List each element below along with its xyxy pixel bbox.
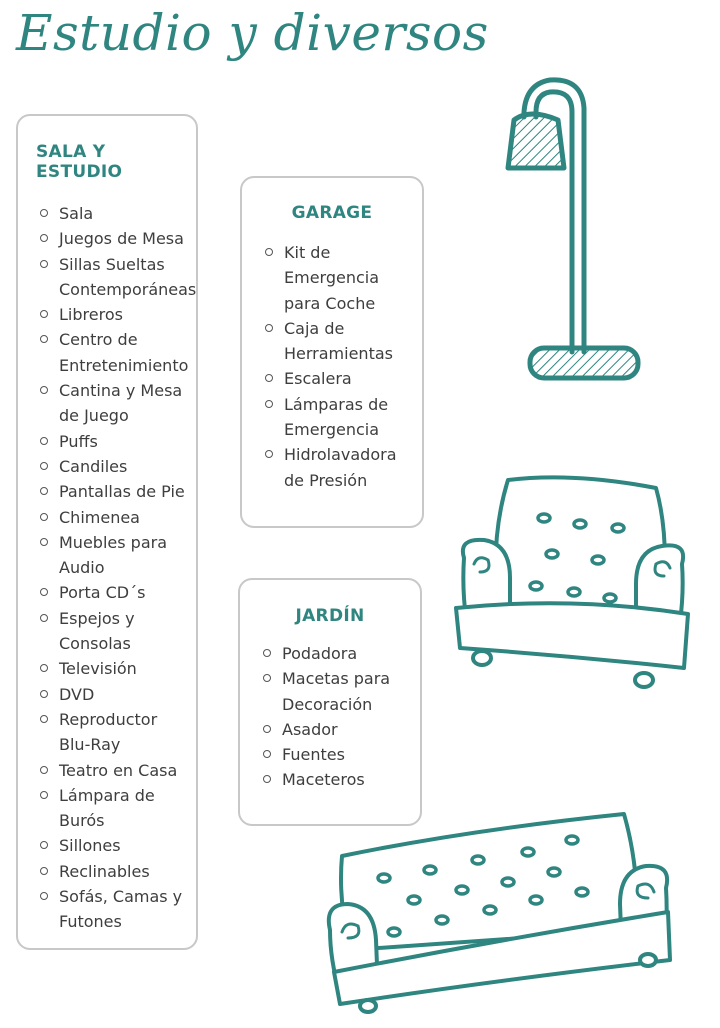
circle-bullet-icon	[265, 400, 273, 408]
checklist-item: Candiles	[39, 454, 196, 479]
section-heading: SALA Y ESTUDIO	[36, 142, 123, 182]
circle-bullet-icon	[40, 791, 48, 799]
checklist-item: Kit de	[264, 240, 422, 265]
circle-bullet-icon	[40, 209, 48, 217]
checklist-item: Sofás, Camas y	[39, 884, 196, 909]
circle-bullet-icon	[40, 462, 48, 470]
checklist-item-continuation: Audio	[59, 558, 105, 578]
circle-bullet-icon	[263, 674, 271, 682]
checklist-item-continuation: Contemporáneas	[59, 279, 197, 299]
checklist-item-continuation: para Coche	[284, 293, 376, 313]
checklist-item-continuation: Entretenimiento	[59, 355, 189, 375]
checklist-item-continuation: Consolas	[59, 634, 131, 654]
checklist-item: Reproductor	[39, 707, 196, 732]
checklist-item: Lámparas de	[264, 392, 422, 417]
circle-bullet-icon	[263, 775, 271, 783]
circle-bullet-icon	[265, 324, 273, 332]
checklist-item: Teatro en Casa	[39, 758, 196, 783]
checklist-item: Macetas para	[262, 666, 420, 691]
armchair-icon	[448, 468, 698, 693]
checklist-item: Pantallas de Pie	[39, 479, 196, 504]
circle-bullet-icon	[263, 649, 271, 657]
checklist-item: Cantina y Mesa	[39, 378, 196, 403]
checklist-item: Porta CD´s	[39, 580, 196, 605]
checklist-item-continuation: Emergencia	[284, 420, 380, 440]
checklist-item: Espejos y	[39, 606, 196, 631]
checklist-item-continuation: Herramientas	[284, 344, 393, 364]
checklist-item: Asador	[262, 717, 420, 742]
section-heading: JARDÍN	[295, 606, 365, 626]
circle-bullet-icon	[40, 766, 48, 774]
checklist-item-continuation: Decoración	[282, 694, 373, 714]
circle-bullet-icon	[40, 437, 48, 445]
circle-bullet-icon	[40, 538, 48, 546]
checklist-item: Hidrolavadora	[264, 442, 422, 467]
circle-bullet-icon	[40, 588, 48, 596]
circle-bullet-icon	[40, 715, 48, 723]
circle-bullet-icon	[40, 386, 48, 394]
section-garage	[240, 176, 424, 528]
circle-bullet-icon	[263, 725, 271, 733]
checklist-item: Televisión	[39, 656, 196, 681]
checklist-item: Reclinables	[39, 859, 196, 884]
checklist-item: Sala	[39, 201, 196, 226]
checklist-item-continuation: de Presión	[284, 470, 368, 490]
checklist-item: Puffs	[39, 429, 196, 454]
checklist-item-continuation: Burós	[59, 811, 105, 831]
checklist-item: Caja de	[264, 316, 422, 341]
section-heading: GARAGE	[291, 203, 373, 223]
circle-bullet-icon	[40, 664, 48, 672]
checklist-item: Chimenea	[39, 505, 196, 530]
circle-bullet-icon	[40, 513, 48, 521]
circle-bullet-icon	[40, 234, 48, 242]
checklist-item: DVD	[39, 682, 196, 707]
circle-bullet-icon	[265, 374, 273, 382]
checklist-item: Libreros	[39, 302, 196, 327]
circle-bullet-icon	[40, 260, 48, 268]
circle-bullet-icon	[263, 750, 271, 758]
circle-bullet-icon	[40, 867, 48, 875]
circle-bullet-icon	[265, 450, 273, 458]
checklist-item: Fuentes	[262, 742, 420, 767]
circle-bullet-icon	[40, 335, 48, 343]
checklist-item: Escalera	[264, 366, 422, 391]
sofa-icon	[318, 800, 680, 1018]
checklist-item-continuation: Futones	[59, 912, 122, 932]
checklist-item: Podadora	[262, 641, 420, 666]
circle-bullet-icon	[40, 690, 48, 698]
checklist-item-continuation: de Juego	[59, 406, 129, 426]
checklist-item: Sillones	[39, 833, 196, 858]
circle-bullet-icon	[40, 487, 48, 495]
circle-bullet-icon	[265, 248, 273, 256]
checklist-item: Centro de	[39, 327, 196, 352]
checklist-item-continuation: Blu-Ray	[59, 735, 121, 755]
checklist-item-continuation: Emergencia	[284, 268, 380, 288]
checklist-item: Maceteros	[262, 767, 420, 792]
checklist-item: Muebles para	[39, 530, 196, 555]
circle-bullet-icon	[40, 310, 48, 318]
checklist-item: Lámpara de	[39, 783, 196, 808]
section-jardin	[238, 578, 422, 826]
circle-bullet-icon	[40, 892, 48, 900]
section-sala-y-estudio	[16, 114, 198, 950]
circle-bullet-icon	[40, 614, 48, 622]
circle-bullet-icon	[40, 841, 48, 849]
checklist-item: Sillas Sueltas	[39, 252, 196, 277]
floor-lamp-icon	[500, 72, 650, 387]
checklist-item: Juegos de Mesa	[39, 226, 196, 251]
page-title: Estudio y diversos	[16, 4, 489, 62]
